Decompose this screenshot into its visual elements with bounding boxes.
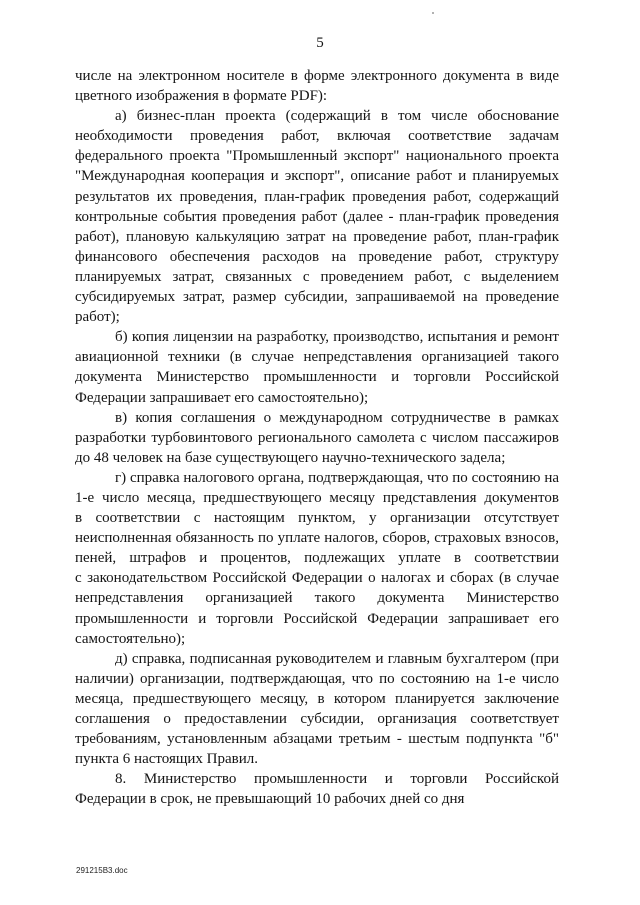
- text-line: финансового обеспечения расходов на проведение работ, структуру: [75, 248, 559, 265]
- text-line: 1-е число месяца, предшествующего месяцу представления документов: [75, 489, 559, 506]
- text-line: д) справка, подписанная руководителем и главным бухгалтером (при: [115, 650, 559, 667]
- footer-file-code: 291215В3.doc: [76, 866, 128, 875]
- text-line: пункта 6 настоящих Правил.: [75, 751, 259, 768]
- text-line: неисполненная обязанность по уплате налогов, сборов, страховых взносов,: [75, 530, 559, 547]
- text-line: контрольные события проведения работ (далее - план-график проведения: [75, 208, 559, 225]
- text-line: промышленности и торговли Российской Федерации запрашивает его: [75, 610, 559, 627]
- scan-speck: [432, 12, 434, 14]
- paragraph: [75, 66, 559, 106]
- text-line: соглашения о предоставлении субсидии, организация соответствует: [75, 711, 559, 727]
- paragraph: [75, 649, 559, 770]
- paragraph: [75, 408, 559, 468]
- text-line: Федерации в срок, не превышающий 10 рабочих дней со дня: [75, 791, 465, 808]
- text-line: субсидируемых затрат, размер субсидии, запрашиваемой на проведение: [75, 289, 559, 306]
- text-line: а) бизнес-план проекта (содержащий в том числе обоснование: [115, 108, 559, 125]
- text-line: до 48 человек на базе существующего научно-технического задела;: [75, 449, 506, 466]
- text-line: требованиям, установленным абзацами третьим - шестым подпункта "б": [75, 731, 559, 748]
- text-line: в соответствии с настоящим пунктом, у организации отсутствует: [75, 510, 559, 527]
- text-line: наличии) организации, подтверждающая, что по состоянию на 1-е число: [75, 670, 559, 687]
- text-line: документа Министерство промышленности и торговли Российской: [75, 369, 559, 386]
- text-line: цветного изображения в формате PDF):: [75, 88, 328, 105]
- text-line: необходимости проведения работ, включая соответствие задачам: [75, 128, 559, 145]
- text-line: работ), плановую калькуляцию затрат на проведение работ, план-график: [75, 228, 559, 245]
- text-line: с законодательством Российской Федерации о налогах и сборах (в случае: [75, 570, 559, 587]
- page-number: 5: [316, 35, 324, 51]
- text-line: непредставления организацией такого документа Министерство: [75, 590, 559, 607]
- paragraph: [75, 327, 559, 407]
- text-line: авиационной техники (в случае непредставления организацией такого: [75, 349, 559, 366]
- paragraph: [75, 769, 559, 809]
- text-line: числе на электронном носителе в форме электронного документа в виде: [75, 68, 559, 84]
- text-line: Федерации запрашивает его самостоятельно);: [75, 389, 369, 406]
- text-line: г) справка налогового органа, подтверждающая, что по состоянию на: [115, 469, 559, 486]
- text-line: в) копия соглашения о международном сотрудничестве в рамках: [115, 409, 559, 426]
- text-line: б) копия лицензии на разработку, производство, испытания и ремонт: [115, 329, 559, 346]
- text-line: "Международная кооперация и экспорт", описание работ и планируемых: [75, 168, 559, 185]
- text-line: разработки турбовинтового регионального самолета с числом пассажиров: [75, 429, 559, 446]
- text-line: результатов их проведения, план-график проведения работ, содержащий: [75, 188, 559, 205]
- text-line: самостоятельно);: [75, 630, 186, 647]
- paragraph: [75, 106, 559, 327]
- paragraph: [75, 468, 559, 649]
- text-line: месяца, предшествующего месяцу, в котором планируется заключение: [75, 690, 559, 707]
- text-line: работ);: [75, 309, 120, 326]
- text-line: 8. Министерство промышленности и торговли Российской: [115, 771, 559, 788]
- document-body: [75, 66, 559, 809]
- text-line: пеней, штрафов и процентов, подлежащих уплате в соответствии: [75, 550, 559, 567]
- text-line: федерального проекта "Промышленный экспорт" национального проекта: [75, 148, 559, 165]
- text-line: планируемых затрат, связанных с проведением работ, с выделением: [75, 268, 559, 285]
